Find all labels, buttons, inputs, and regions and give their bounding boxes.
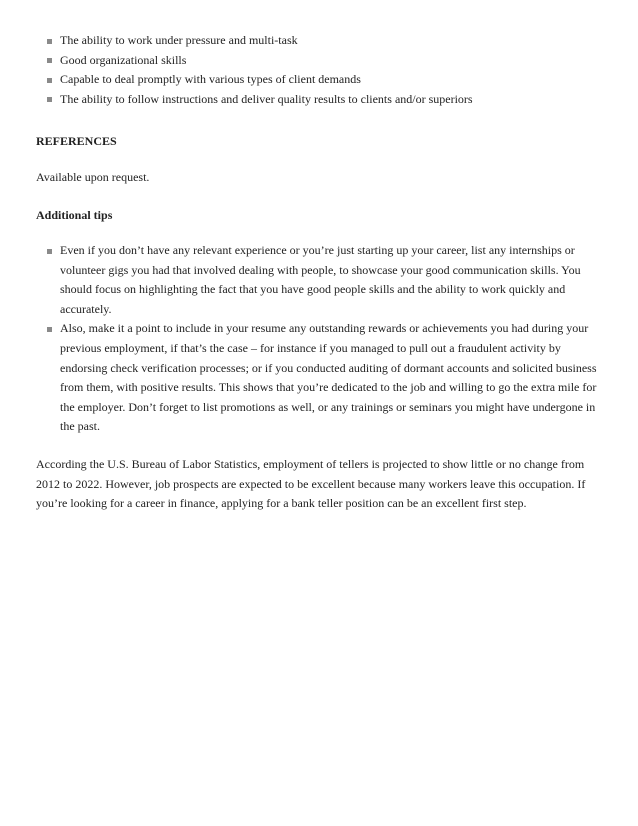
references-text: Available upon request. — [36, 170, 150, 184]
resume-page — [36, 31, 602, 514]
skill-text: The ability to follow instructions and deliver quality results to clients and/or superiors — [60, 91, 473, 106]
square-bullet-icon — [47, 58, 52, 63]
skill-text: Capable to deal promptly with various types of client demands — [60, 72, 361, 86]
list-item — [36, 70, 602, 90]
skill-text: Good organizational skills — [60, 52, 187, 67]
square-bullet-icon — [47, 249, 52, 254]
closing-paragraph: According the U.S. Bureau of Labor Statistics, employment of tellers is projected to show little or no change from 2012 to 2022. However, job prospects are expected to be excellent because many workers leave this occupation. If you’re looking for a career in finance, applying for a bank teller position can be an excellent first step. — [36, 456, 586, 511]
square-bullet-icon — [47, 78, 52, 83]
square-bullet-icon — [47, 327, 52, 332]
skill-text: The ability to work under pressure and multi-task — [60, 33, 298, 47]
list-item — [36, 319, 602, 437]
list-item — [36, 51, 602, 71]
list-item — [36, 31, 602, 51]
list-item — [36, 241, 602, 319]
list-item — [36, 90, 602, 110]
tip-text: Also, make it a point to include in your resume any outstanding rewards or achievements you had during your previous employment, if that’s the case – for instance if you managed to pull out a fraudulent activity by endorsing check verification processes; or if you conducted auditing of dormant accounts and solicited business from them, with positive results. This shows that you’re dedicated to the job and willing to go the extra mile for the employer. Don’t forget to list promotions as well, or any trainings or seminars you might have undergone in the past. — [60, 321, 597, 434]
tip-text: Even if you don’t have any relevant experience or you’re just starting up your career, list any internships or volunteer gigs you had that involved dealing with people, to showcase your good communication skills. You should focus on highlighting the fact that you have good people skills and the ability to work quickly and accurately. — [60, 243, 581, 316]
tips-heading: Additional tips — [36, 208, 113, 222]
references-heading: REFERENCES — [36, 134, 117, 148]
skills-list — [36, 31, 602, 109]
square-bullet-icon — [47, 97, 52, 102]
tips-list — [36, 241, 602, 437]
square-bullet-icon — [47, 39, 52, 44]
